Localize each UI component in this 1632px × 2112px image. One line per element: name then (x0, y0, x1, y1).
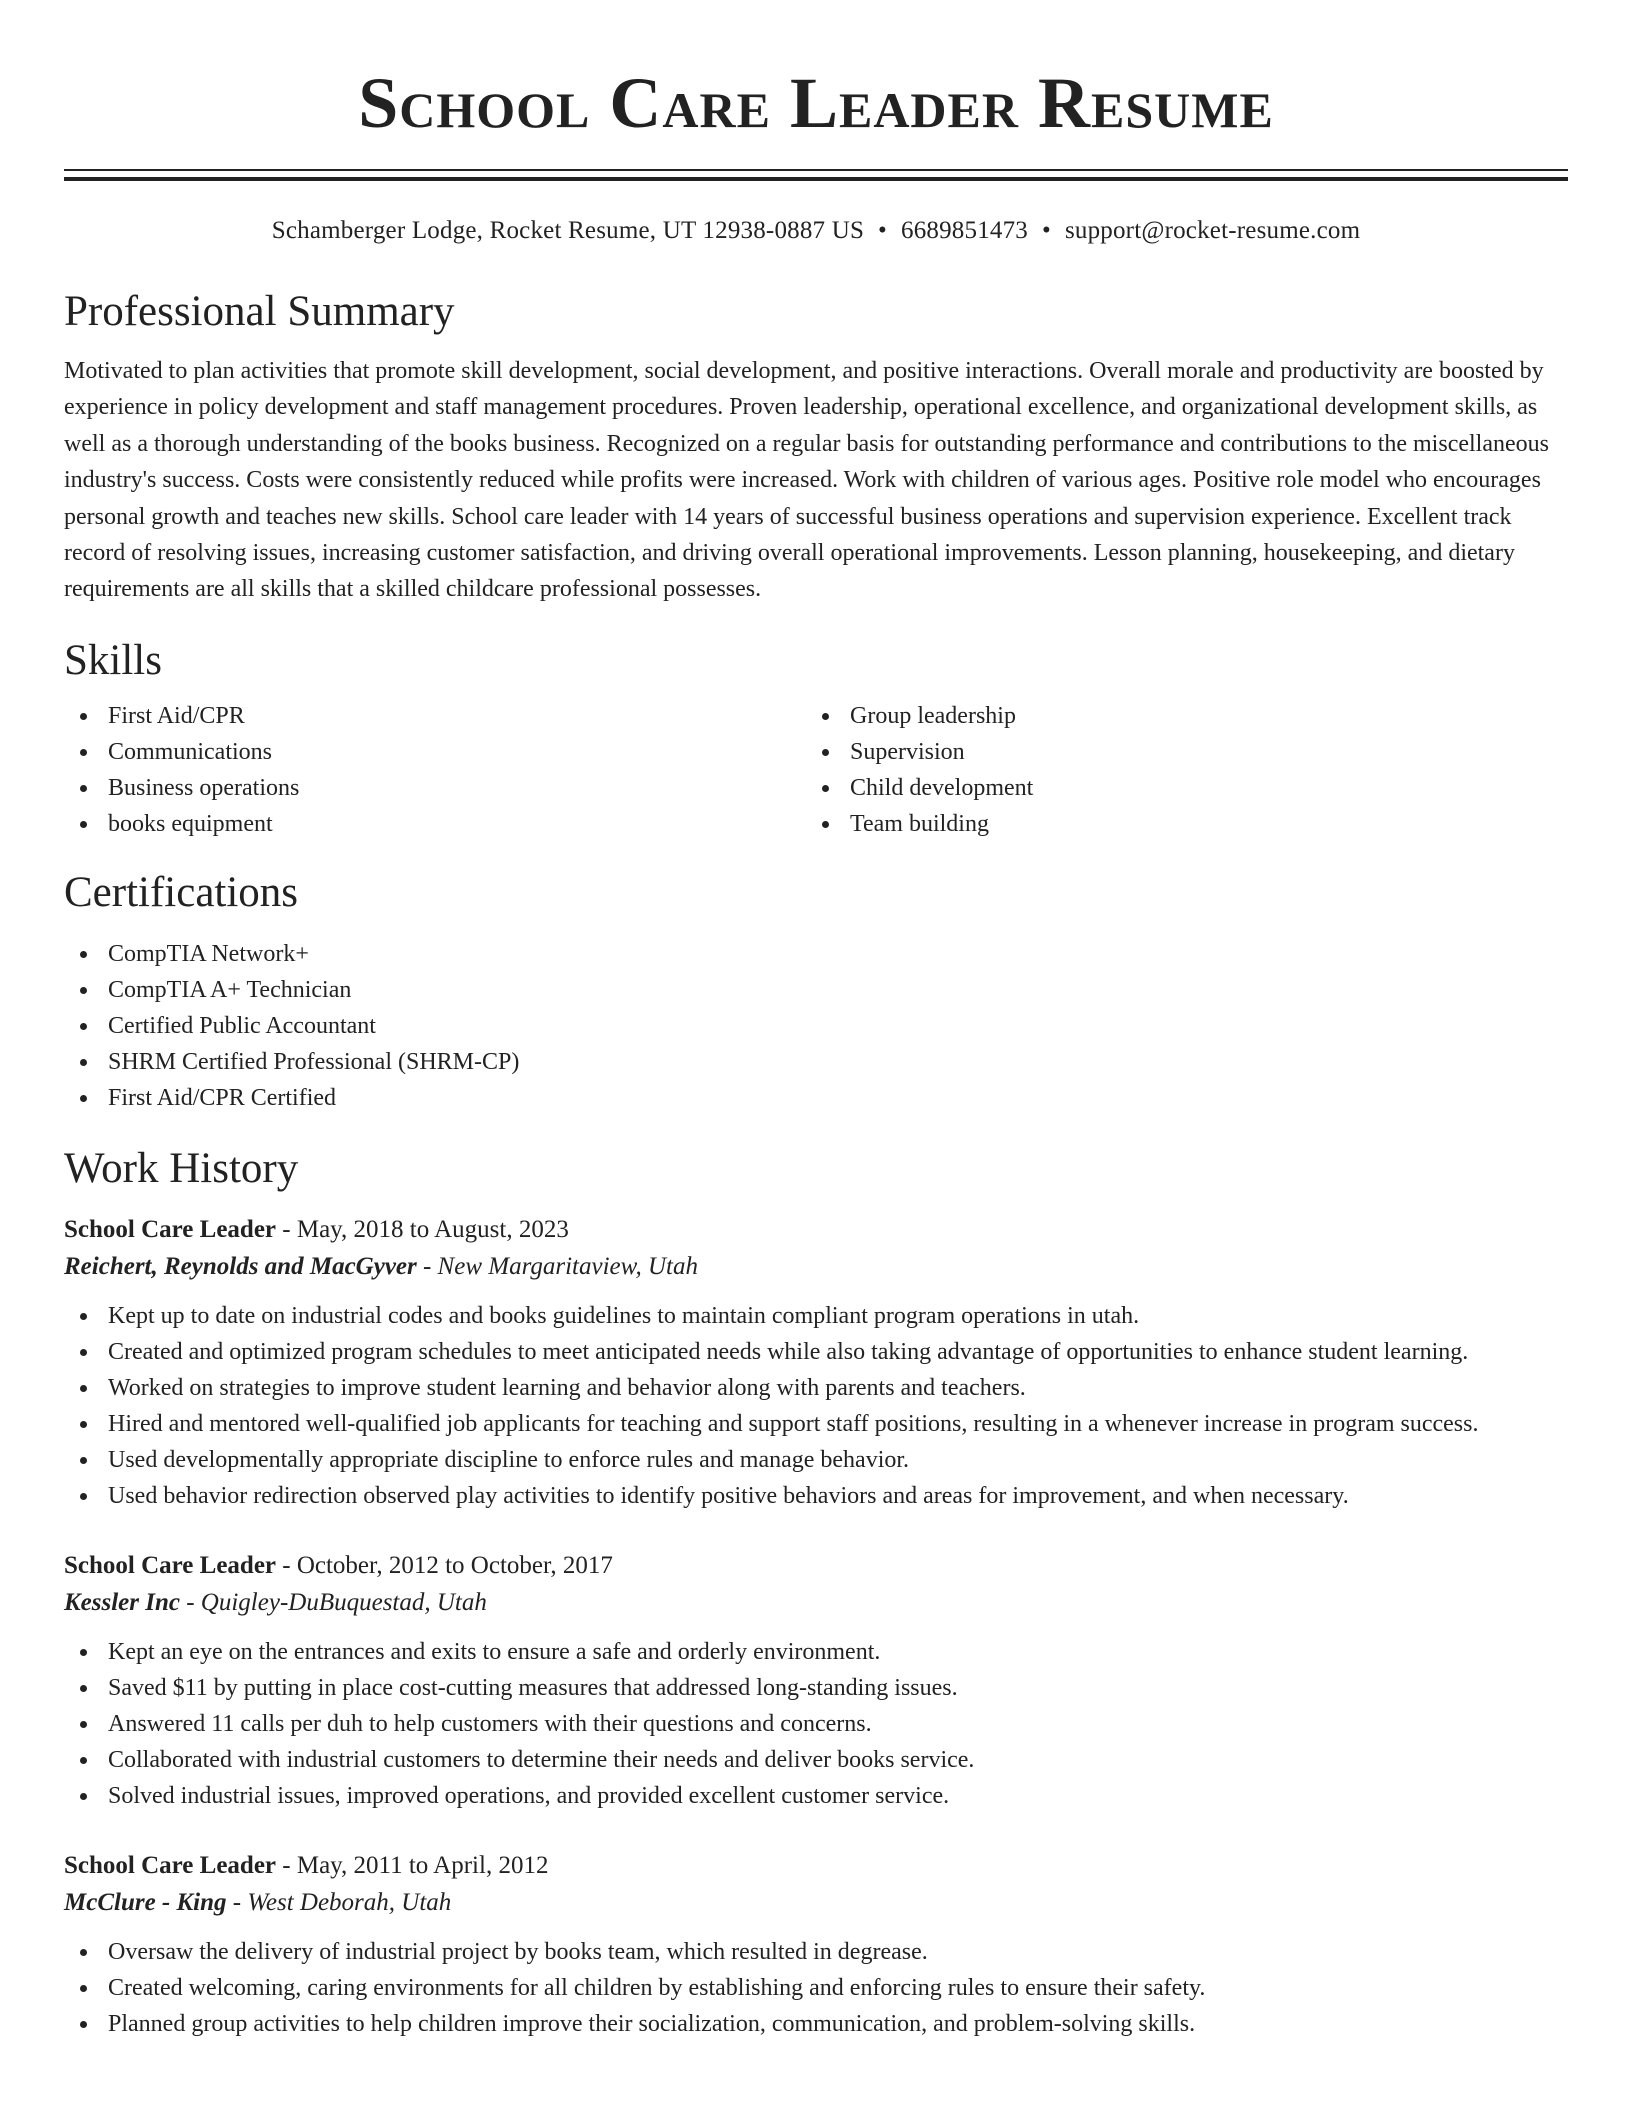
contact-separator: • (878, 217, 887, 244)
job-dates: - May, 2018 to August, 2023 (276, 1215, 569, 1243)
title-divider-thick (64, 177, 1568, 181)
job-title: School Care Leader (64, 1215, 277, 1243)
skill-item: Business operations (64, 770, 806, 806)
company-line (64, 1884, 1568, 1922)
job-bullet: Created and optimized program schedules to meet anticipated needs while also taking advantage of opportunities to enhance student learning. (64, 1334, 1568, 1370)
skill-item: Group leadership (806, 698, 1548, 734)
job-bullet: Created welcoming, caring environments for all children by establishing and enforcing rules to ensure their safety. (64, 1970, 1568, 2006)
work-history-heading: Work History (64, 1144, 299, 1192)
certification-item: First Aid/CPR Certified (64, 1080, 1568, 1116)
skill-item: Child development (806, 770, 1548, 806)
job-bullet: Hired and mentored well-qualified job applicants for teaching and support staff positions, resulting in a whenever increase in program success. (64, 1406, 1568, 1442)
certification-item: CompTIA A+ Technician (64, 972, 1568, 1008)
contact-address: Schamberger Lodge, Rocket Resume, UT 12938-0887 US (271, 217, 865, 244)
company-name: Kessler Inc (64, 1588, 180, 1616)
summary-heading: Professional Summary (64, 288, 455, 335)
job-bullet: Worked on strategies to improve student learning and behavior along with parents and teachers. (64, 1370, 1568, 1406)
skills-column-right (806, 698, 1548, 842)
company-location: - New Margaritaview, Utah (416, 1252, 698, 1280)
company-location: - West Deborah, Utah (226, 1888, 452, 1916)
company-location: - Quigley-DuBuquestad, Utah (179, 1588, 487, 1616)
job-bullet: Kept up to date on industrial codes and books guidelines to maintain compliant program operations in utah. (64, 1298, 1568, 1334)
job-title-line (64, 1212, 1568, 1248)
company-line (64, 1584, 1568, 1622)
job-bullets (64, 1298, 1568, 1514)
skills-heading: Skills (64, 636, 162, 684)
contact-line (64, 215, 1568, 247)
skills-column-left (64, 698, 806, 842)
job-dates: - October, 2012 to October, 2017 (276, 1551, 613, 1579)
contact-phone: 6689851473 (901, 217, 1028, 244)
skill-item: Communications (64, 734, 806, 770)
job-bullet: Kept an eye on the entrances and exits to ensure a safe and orderly environment. (64, 1634, 1568, 1670)
skill-item: Team building (806, 806, 1548, 842)
job-bullet: Used developmentally appropriate discipline to enforce rules and manage behavior. (64, 1442, 1568, 1478)
job-entry (64, 1848, 1568, 2042)
company-name: Reichert, Reynolds and MacGyver (64, 1252, 417, 1280)
skill-item: books equipment (64, 806, 806, 842)
job-dates: - May, 2011 to April, 2012 (276, 1851, 549, 1879)
summary-text: Motivated to plan activities that promote skill development, social development, and positive interactions. Overall morale and productivity are boosted by experience in policy development and staff management procedures. Proven leadership, operational excellence, and organizational development skills, as well as a thorough understanding of the books business. Recognized on a regular basis for outstanding performance and contributions to the miscellaneous industry's success. Costs were consistently reduced while profits were increased. Work with children of various ages. Positive role model who encourages personal growth and teaches new skills. School care leader with 14 years of successful business operations and supervision experience. Excellent track record of resolving issues, increasing customer satisfaction, and driving overall operational improvements. Lesson planning, housekeeping, and dietary requirements are all skills that a skilled childcare professional possesses. (64, 358, 1549, 603)
company-line (64, 1248, 1568, 1286)
certification-item: CompTIA Network+ (64, 936, 1568, 972)
job-title: School Care Leader (64, 1551, 277, 1579)
skills-grid (64, 698, 1568, 842)
job-title-line (64, 1848, 1568, 1884)
job-bullet: Used behavior redirection observed play activities to identify positive behaviors and areas for improvement, and when necessary. (64, 1478, 1568, 1514)
skill-item: Supervision (806, 734, 1548, 770)
certification-item: Certified Public Accountant (64, 1008, 1568, 1044)
job-title-line (64, 1548, 1568, 1584)
job-bullets (64, 1934, 1568, 2042)
certifications-heading: Certifications (64, 868, 299, 916)
skill-item: First Aid/CPR (64, 698, 806, 734)
contact-email: support@rocket-resume.com (1064, 217, 1361, 244)
job-bullet: Solved industrial issues, improved operations, and provided excellent customer service. (64, 1778, 1568, 1814)
company-name: McClure - King (64, 1888, 227, 1916)
job-title: School Care Leader (64, 1851, 277, 1879)
job-entry (64, 1212, 1568, 1514)
job-bullet: Answered 11 calls per duh to help customers with their questions and concerns. (64, 1706, 1568, 1742)
certifications-list (64, 936, 1568, 1116)
job-bullets (64, 1634, 1568, 1814)
job-bullet: Oversaw the delivery of industrial project by books team, which resulted in degrease. (64, 1934, 1568, 1970)
resume-title: School Care Leader Resume (358, 63, 1274, 143)
job-entry (64, 1548, 1568, 1814)
job-bullet: Saved $11 by putting in place cost-cutting measures that addressed long-standing issues. (64, 1670, 1568, 1706)
certification-item: SHRM Certified Professional (SHRM-CP) (64, 1044, 1568, 1080)
contact-separator: • (1042, 217, 1051, 244)
job-bullet: Planned group activities to help children improve their socialization, communication, and problem-solving skills. (64, 2006, 1568, 2042)
job-bullet: Collaborated with industrial customers to determine their needs and deliver books service. (64, 1742, 1568, 1778)
title-divider-thin (64, 169, 1568, 171)
